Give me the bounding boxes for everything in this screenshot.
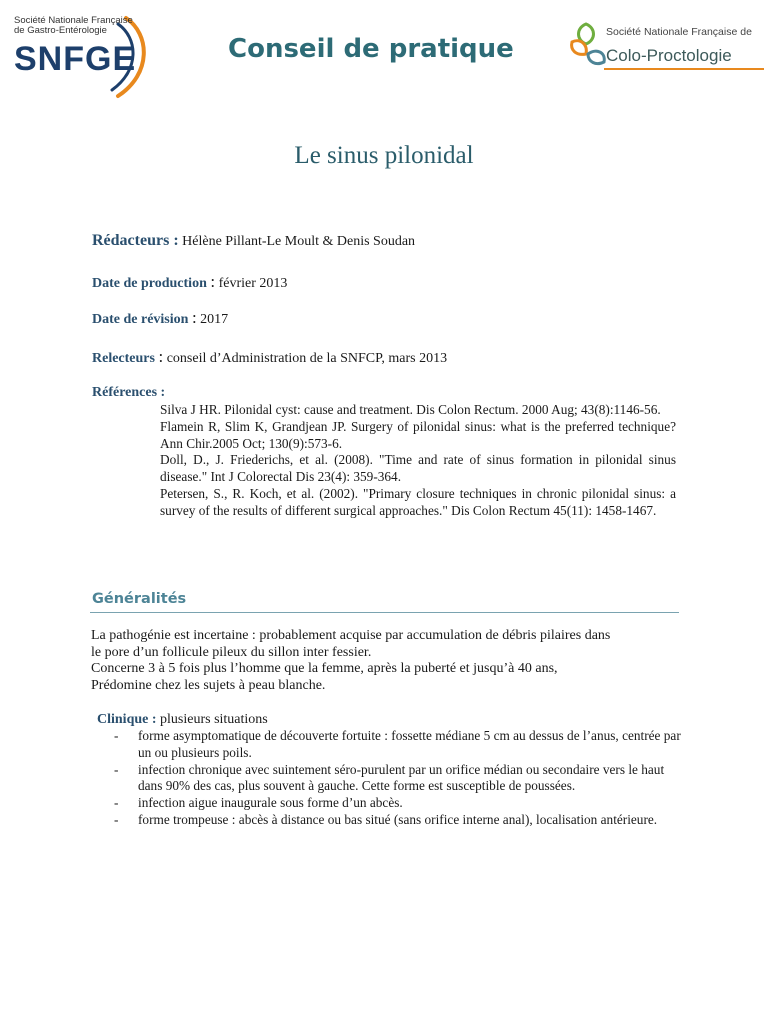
relecteurs-label: Relecteurs bbox=[92, 351, 155, 366]
document-title: Le sinus pilonidal bbox=[294, 142, 474, 169]
reference-item: Petersen, S., R. Koch, et al. (2002). "Primary closure techniques in chronic pilonidal sinus: a survey of the results of different surgical approaches." Dis Colon Rectum 45(11): 1458-1467. bbox=[160, 485, 676, 518]
bullet-text: forme trompeuse : abcès à distance ou bas situé (sans orifice interne anal), localisation antérieure. bbox=[138, 811, 658, 827]
meta-relecteurs: Relecteurs : conseil d’Administration de la SNFCP, mars 2013 bbox=[92, 347, 448, 366]
revision-value: 2017 bbox=[200, 312, 229, 327]
section-heading-generalites: Généralités bbox=[92, 591, 187, 607]
snfcp-logo bbox=[566, 14, 768, 84]
snfcp-logo-line2: Colo-Proctologie bbox=[606, 46, 732, 65]
paragraph-line: Prédomine chez les sujets à peau blanche. bbox=[91, 678, 326, 694]
bullet-text: infection aigue inaugurale sous forme d’un abcès. bbox=[138, 795, 403, 811]
redacteurs-value: Hélène Pillant-Le Moult & Denis Soudan bbox=[182, 234, 416, 249]
bullet-dash: - bbox=[114, 761, 119, 777]
bullet-dash: - bbox=[114, 795, 119, 811]
snfge-logo bbox=[0, 8, 160, 98]
bullet-dash: - bbox=[114, 728, 119, 743]
bullet-item bbox=[114, 795, 684, 812]
clinique-heading bbox=[97, 712, 268, 728]
clinique-label: Clinique : bbox=[97, 712, 157, 727]
snfge-logo-line1: Société Nationale Française bbox=[14, 15, 133, 26]
production-value: février 2013 bbox=[218, 276, 288, 291]
meta-redacteurs bbox=[92, 232, 415, 250]
references-label: Références : bbox=[92, 385, 166, 400]
reference-item: Silva J HR. Pilonidal cyst: cause and treatment. Dis Colon Rectum. 2000 Aug; 43(8):1146-56. bbox=[160, 402, 661, 417]
section-divider bbox=[90, 612, 679, 613]
redacteurs-label: Rédacteurs : bbox=[92, 232, 179, 249]
bullet-text: forme asymptomatique de découverte fortuite : fossette médiane 5 cm au dessus de l’anus, centrée par un ou plusieurs poils. bbox=[138, 728, 681, 760]
relecteurs-value: conseil d’Administration de la SNFCP, mars 2013 bbox=[166, 351, 448, 366]
production-label: Date de production bbox=[92, 276, 207, 291]
bullet-item bbox=[114, 812, 684, 829]
reference-list bbox=[160, 402, 676, 520]
snfcp-leaf-icon bbox=[566, 18, 608, 78]
reference-item: Doll, D., J. Friederichs, et al. (2008). "Time and rate of sinus formation in pilonidal sinus disease." Int J Colorectal Dis 23(4): 359-364. bbox=[160, 452, 676, 485]
reference-item: Flamein R, Slim K, Grandjean JP. Surgery of pilonidal sinus: what is the preferred technique? Ann Chir.2005 Oct; 130(9):573-6. bbox=[160, 418, 676, 451]
snfge-logo-line2: de Gastro-Entérologie bbox=[14, 25, 107, 36]
paragraph-line: La pathogénie est incertaine : probablement acquise par accumulation de débris pilaires dans bbox=[91, 628, 611, 643]
bullet-dash: - bbox=[114, 811, 119, 827]
paragraph-line: Concerne 3 à 5 fois plus l’homme que la femme, après la puberté et jusqu’à 40 ans, bbox=[91, 661, 558, 677]
snfcp-logo-underline bbox=[604, 68, 764, 70]
clinique-value: plusieurs situations bbox=[160, 712, 268, 727]
clinique-bullet-list bbox=[114, 728, 684, 829]
header-title: Conseil de pratique bbox=[228, 34, 514, 64]
bullet-item bbox=[114, 728, 684, 762]
revision-label: Date de révision bbox=[92, 312, 189, 327]
bullet-item bbox=[114, 762, 684, 796]
meta-production: Date de production : février 2013 bbox=[92, 272, 288, 291]
meta-references bbox=[92, 385, 165, 401]
bullet-text: infection chronique avec suintement séro-purulent par un orifice médian ou secondaire vers le haut dans 90% des cas, plus souvent à gauche. Cette forme est susceptible de poussées. bbox=[138, 761, 665, 794]
snfcp-logo-line1: Société Nationale Française de bbox=[606, 26, 752, 38]
meta-revision: Date de révision : 2017 bbox=[92, 308, 229, 327]
snfge-logo-brand: SNFGE bbox=[14, 40, 137, 78]
generalites-paragraph bbox=[91, 628, 691, 695]
paragraph-line: le pore d’un follicule pileux du sillon inter fessier. bbox=[91, 644, 372, 660]
